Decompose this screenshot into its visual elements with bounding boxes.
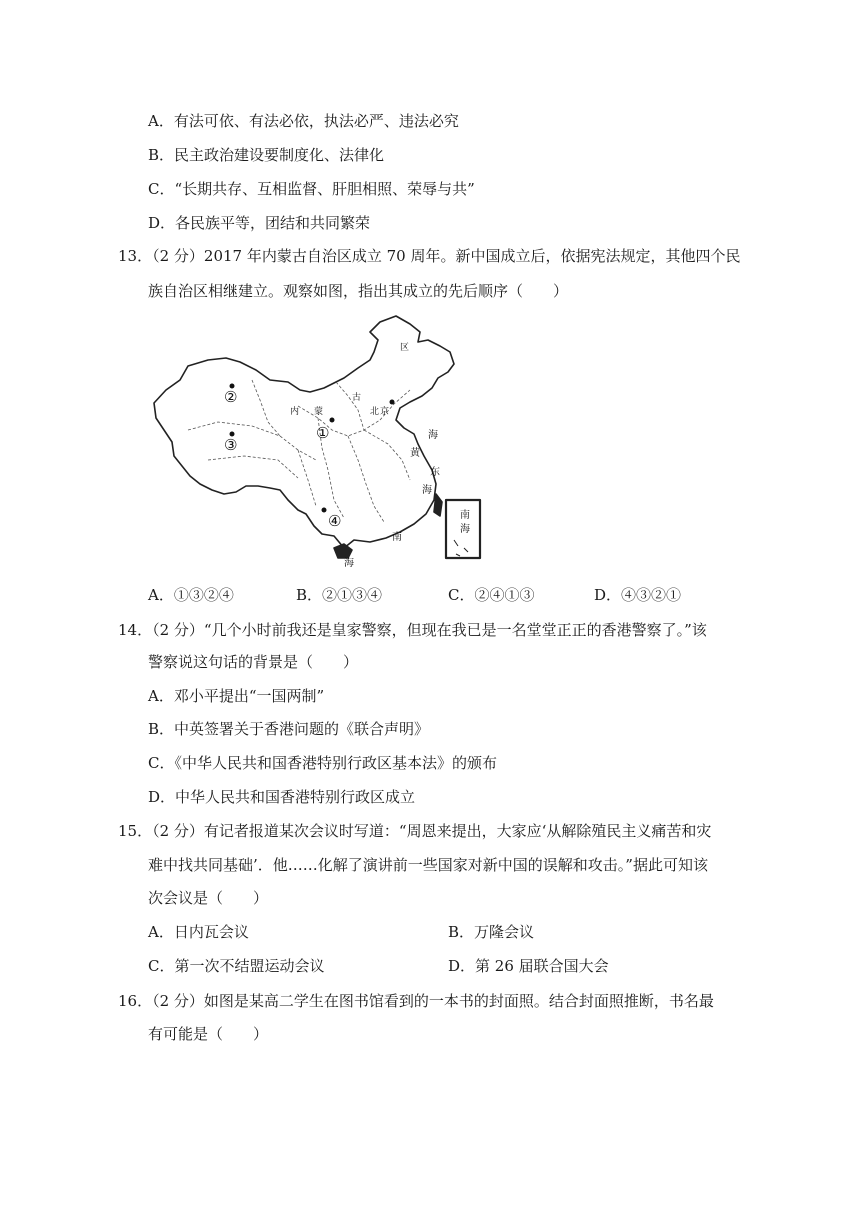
region-marker-3: ③ (224, 436, 238, 454)
q12-option-a: A．有法可依、有法必依，执法必严、违法必究 (148, 112, 459, 130)
map-label-hai-1: 海 (428, 430, 438, 441)
q15-stem-line2: 难中找共同基础’．他……化解了演讲前一些国家对新中国的误解和攻击。”据此可知该 (148, 856, 708, 874)
q15-stem-line3: 次会议是（ ） (148, 889, 269, 907)
q14-stem-line2: 警察说这句话的背景是（ ） (148, 653, 359, 671)
taiwan-island (434, 494, 442, 516)
q13-stem-line2: 族自治区相继建立。观察如图，指出其成立的先后顺序（ ） (148, 282, 569, 300)
q15-option-b: B．万隆会议 (448, 923, 535, 941)
map-label-hai-2: 海 (422, 485, 432, 496)
q14-option-a: A．邓小平提出“一国两制” (148, 687, 325, 705)
q12-option-b: B．民主政治建设要制度化、法律化 (148, 146, 385, 164)
q15-stem-line1: 15．（2 分）有记者报道某次会议时写道：“周恩来提出，大家应‘从解除殖民主义痛苦和灾 (118, 822, 712, 840)
q13-option-a: A．①③②④ (148, 586, 234, 604)
q15-option-a: A．日内瓦会议 (148, 923, 249, 941)
q15-option-c: C．第一次不结盟运动会议 (148, 957, 325, 975)
q12-option-c: C．“长期共存、互相监督、肝胆相照、荣辱与共” (148, 180, 475, 198)
map-label-bei: 北 (370, 407, 380, 417)
q13-option-c: C．②④①③ (448, 586, 535, 604)
map-label-nan-inset: 南 (460, 510, 470, 521)
map-label-dong: 东 (430, 467, 440, 478)
map-label-qu: 区 (400, 343, 410, 353)
region-marker-4: ④ (328, 512, 342, 530)
q14-option-c: C．《中华人民共和国香港特别行政区基本法》的颁布 (148, 754, 497, 772)
region-marker-1: ① (316, 424, 330, 442)
q15-option-d: D．第 26 届联合国大会 (448, 957, 609, 975)
china-map-figure (148, 310, 488, 575)
map-label-huang: 黄 (410, 448, 420, 459)
region-marker-2: ② (224, 388, 238, 406)
q14-option-d: D．中华人民共和国香港特别行政区成立 (148, 788, 416, 806)
q14-stem-line1: 14．（2 分）“几个小时前我还是皇家警察，但现在我已是一名堂堂正正的香港警察了。”该 (118, 621, 707, 639)
q13-option-b: B．②①③④ (296, 586, 383, 604)
q14-option-b: B．中英签署关于香港问题的《联合声明》 (148, 720, 430, 738)
map-label-hai-inset: 海 (460, 524, 470, 535)
map-label-jing: 京 (380, 407, 390, 417)
map-label-gu: 古 (352, 393, 362, 403)
map-label-nan-sea: 南 (392, 532, 402, 543)
q13-stem-line1: 13．（2 分）2017 年内蒙古自治区成立 70 周年。新中国成立后，依据宪法规定，其他四个民 (118, 247, 741, 265)
q13-option-d: D．④③②① (594, 586, 682, 604)
q16-stem-line1: 16．（2 分）如图是某高二学生在图书馆看到的一本书的封面照。结合封面照推断，书名最 (118, 992, 714, 1010)
map-label-nei: 内 (290, 407, 300, 417)
q16-stem-line2: 有可能是（ ） (148, 1025, 269, 1043)
map-label-meng: 蒙 (314, 407, 324, 417)
map-label-hai-sea: 海 (344, 558, 354, 569)
hainan-island (334, 544, 352, 558)
q12-option-d: D．各民族平等，团结和共同繁荣 (148, 214, 371, 232)
